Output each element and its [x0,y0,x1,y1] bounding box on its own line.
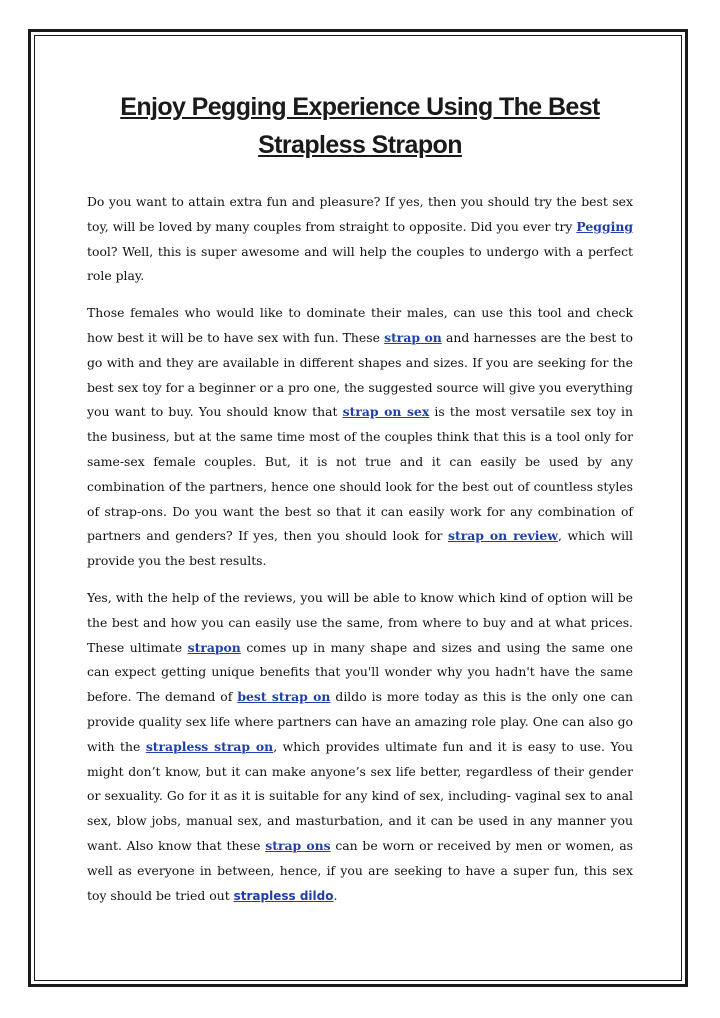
paragraph-text: can be worn or received by men or women, as well as everyone in between, hence, if you are seeking to have a super fun, this sex toy should be tried out [87,837,633,903]
paragraph-text: is the most versatile sex toy in the business, but at the same time most of the couples think that this is a tool only for same-sex female couples. But, it is not true and it can easily be used by any combination of the partners, hence one should look for the best out of countless styles of strap-ons. Do you want the best so that it can easily work for any combination of partners and genders? If yes, then you should look for [87,404,633,544]
link-strapless-dildo[interactable]: strapless dildo [233,888,334,903]
link-strap-on-sex[interactable]: strap on sex [342,404,430,420]
link-strapon[interactable]: strapon [187,639,241,655]
link-best-strap-on[interactable]: best strap on [237,689,331,705]
link-pegging[interactable]: Pegging [576,218,633,234]
paragraph-3 [87,586,633,908]
document-title: Enjoy Pegging Experience Using The Best Strapless Strapon [120,93,600,159]
paragraph-text: , which will provide you the best results. [87,528,633,569]
link-strap-ons[interactable]: strap ons [265,837,331,853]
link-strap-on-review[interactable]: strap on review [448,528,558,544]
paragraph-2 [87,301,633,574]
paragraph-text: comes up in many shape and sizes and using the same one can expect getting unique benefits that you'll wonder why you hadn't have the same before. The demand of [87,639,633,705]
paragraph-text: dildo is more today as this is the only one can provide quality sex life where partners can have an amazing role play. One can also go with the [87,689,633,754]
link-strap-on[interactable]: strap on [384,329,442,345]
document-body [87,88,633,920]
paragraph-text: , which provides ultimate fun and it is easy to use. You might don’t know, but it can make anyone’s sex life better, regardless of their gender or sexuality. Go for it as it is suitable for any kind of sex, including- vaginal sex to anal sex, blow jobs, manual sex, and masturbation, and it can be used in any manner you want. Also know that these [87,738,633,853]
paragraph-text: tool? Well, this is super awesome and will help the couples to undergo with a perfect role play. [87,243,633,284]
paragraph-text: Do you want to attain extra fun and pleasure? If yes, then you should try the best sex toy, will be loved by many couples from straight to opposite. Did you ever try [87,194,633,234]
paragraph-text: and harnesses are the best to go with and they are available in different shapes and sizes. If you are seeking for the best sex toy for a beginner or a pro one, the suggested source will give you everything you want to buy. You should know that [87,329,633,420]
paragraph-text: Those females who would like to dominate their males, can use this tool and check how best it will be to have sex with fun. These [87,305,633,345]
paragraph-text: Yes, with the help of the reviews, you will be able to know which kind of option will be the best and how you can easily use the same, from where to buy and at what prices. These ultimate [87,589,633,655]
link-strapless-strap-on[interactable]: strapless strap on [145,738,274,754]
paragraph-text: . [333,887,338,903]
paragraph-1 [87,190,633,289]
